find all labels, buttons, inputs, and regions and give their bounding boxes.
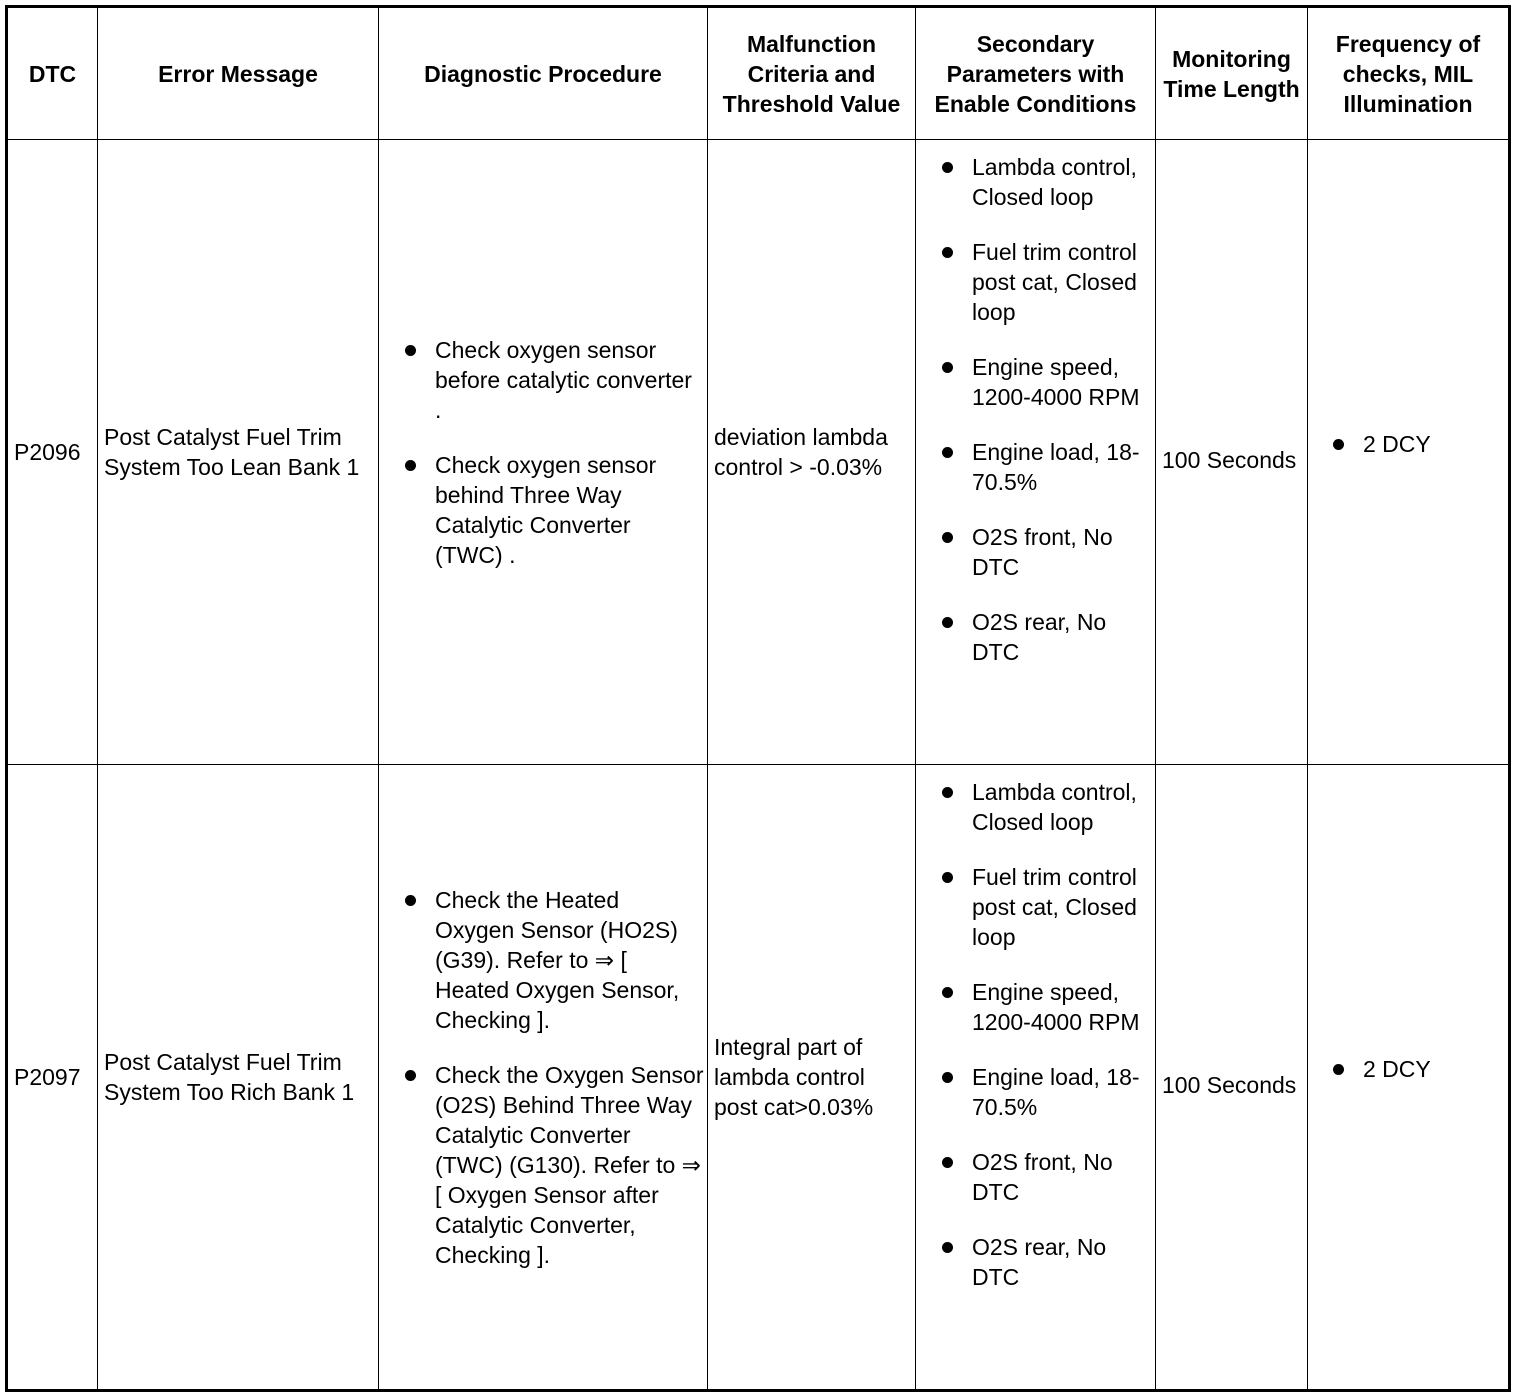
header-malfunction-criteria: Malfunction Criteria and Threshold Value <box>708 7 916 140</box>
header-frequency: Frequency of checks, MIL Illumination <box>1308 7 1510 140</box>
secondary-item: Fuel trim control post cat, Closed loop <box>922 862 1152 952</box>
secondary-item: Engine load, 18-70.5% <box>922 437 1152 497</box>
header-monitoring-time: Monitoring Time Length <box>1156 7 1308 140</box>
monitoring-time: 100 Seconds <box>1156 140 1308 765</box>
diagnostic-procedure <box>379 765 708 1391</box>
frequency <box>1308 140 1510 765</box>
procedure-item: Check oxygen sensor behind Three Way Catalytic Converter (TWC) . <box>385 450 704 570</box>
table-row <box>7 140 1510 765</box>
procedure-item: Check oxygen sensor before catalytic converter . <box>385 335 704 425</box>
secondary-parameters <box>916 765 1156 1391</box>
secondary-item: Fuel trim control post cat, Closed loop <box>922 237 1152 327</box>
secondary-item: Engine speed, 1200-4000 RPM <box>922 352 1152 412</box>
error-message: Post Catalyst Fuel Trim System Too Lean Bank 1 <box>98 140 379 765</box>
header-diagnostic-procedure: Diagnostic Procedure <box>379 7 708 140</box>
header-row <box>7 7 1510 140</box>
header-error-message: Error Message <box>98 7 379 140</box>
secondary-item: O2S rear, No DTC <box>922 607 1152 667</box>
procedure-item: Check the Oxygen Sensor (O2S) Behind Three Way Catalytic Converter (TWC) (G130). Refer to ⇒ [ Oxygen Sensor after Catalytic Converter, Checking ]. <box>385 1060 704 1270</box>
secondary-item: Lambda control, Closed loop <box>922 777 1152 837</box>
dtc-code: P2097 <box>7 765 98 1391</box>
header-secondary-parameters: Secondary Parameters with Enable Conditions <box>916 7 1156 140</box>
table-row <box>7 765 1510 1391</box>
secondary-item: Engine speed, 1200-4000 RPM <box>922 977 1152 1037</box>
frequency-item: 2 DCY <box>1314 1054 1505 1084</box>
frequency <box>1308 765 1510 1391</box>
secondary-item: O2S front, No DTC <box>922 1147 1152 1207</box>
malfunction-criteria: deviation lambda control > -0.03% <box>708 140 916 765</box>
diagnostic-procedure <box>379 140 708 765</box>
dtc-code: P2096 <box>7 140 98 765</box>
secondary-item: O2S front, No DTC <box>922 522 1152 582</box>
procedure-item: Check the Heated Oxygen Sensor (HO2S) (G39). Refer to ⇒ [ Heated Oxygen Sensor, Checking ]. <box>385 885 704 1035</box>
secondary-item: O2S rear, No DTC <box>922 1232 1152 1292</box>
secondary-item: Engine load, 18-70.5% <box>922 1062 1152 1122</box>
frequency-item: 2 DCY <box>1314 429 1505 459</box>
monitoring-time: 100 Seconds <box>1156 765 1308 1391</box>
secondary-item: Lambda control, Closed loop <box>922 152 1152 212</box>
header-dtc: DTC <box>7 7 98 140</box>
secondary-parameters <box>916 140 1156 765</box>
malfunction-criteria: Integral part of lambda control post cat>0.03% <box>708 765 916 1391</box>
dtc-table <box>5 5 1511 1392</box>
error-message: Post Catalyst Fuel Trim System Too Rich Bank 1 <box>98 765 379 1391</box>
